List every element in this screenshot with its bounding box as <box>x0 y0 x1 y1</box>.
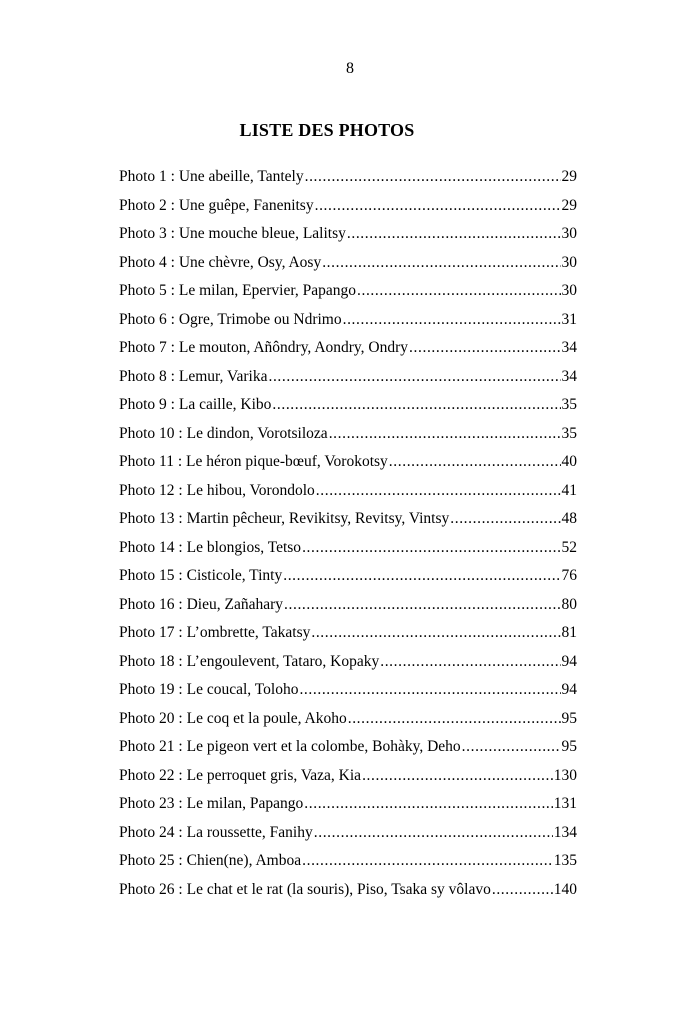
toc-entry-page: 34 <box>561 367 577 385</box>
toc-entry-label: Photo 6 : Ogre, Trimobe ou Ndrimo <box>119 310 342 328</box>
toc-entry-label: Photo 25 : Chien(ne), Amboa <box>119 852 302 869</box>
toc-entry[interactable] <box>119 420 577 449</box>
toc-entry-label: Photo 14 : Le blongios, Tetso <box>119 538 302 556</box>
leader-dots <box>299 676 560 705</box>
leader-dots <box>272 391 560 420</box>
leader-dots <box>316 477 561 506</box>
toc-entry-page: 95 <box>561 738 577 755</box>
toc-entry[interactable] <box>119 249 577 278</box>
toc-entry[interactable] <box>119 762 577 791</box>
leader-dots <box>268 363 560 392</box>
leader-dots <box>347 220 561 249</box>
toc-entry-page: 30 <box>561 225 577 242</box>
toc-entry-page: 76 <box>561 567 577 584</box>
toc-entry-label: Photo 12 : Le hibou, Vorondolo <box>119 481 315 499</box>
toc-entry-page: 40 <box>561 453 577 470</box>
toc-entry-label: Photo 15 : Cisticole, Tinty <box>119 567 283 584</box>
leader-dots <box>380 648 560 677</box>
leader-dots <box>362 762 553 791</box>
toc-entry[interactable] <box>119 562 577 591</box>
toc-entry[interactable] <box>119 334 577 363</box>
toc-entry-label: Photo 21 : Le pigeon vert et la colombe, Bohàky, Deho <box>119 738 461 755</box>
toc-entry[interactable] <box>119 363 577 392</box>
leader-dots <box>348 705 561 734</box>
toc-entry-label: Photo 1 : Une abeille, Tantely <box>119 168 304 185</box>
leader-dots <box>409 334 560 363</box>
toc-entry-label: Photo 24 : La roussette, Fanihy <box>119 823 313 841</box>
toc-entry[interactable] <box>119 163 577 192</box>
toc-entry-label: Photo 2 : Une guêpe, Fanenitsy <box>119 196 314 214</box>
toc-entry[interactable] <box>119 790 577 819</box>
toc-entry[interactable] <box>119 819 577 848</box>
toc-entry[interactable] <box>119 391 577 420</box>
leader-dots <box>462 733 561 762</box>
leader-dots <box>302 534 560 563</box>
toc-entry[interactable] <box>119 733 577 762</box>
toc-entry[interactable] <box>119 619 577 648</box>
toc-entry-page: 41 <box>561 481 577 499</box>
toc-entry-label: Photo 11 : Le héron pique-bœuf, Vorokotsy <box>119 453 388 470</box>
leader-dots <box>284 591 560 620</box>
leader-dots <box>389 448 561 477</box>
toc-entry-label: Photo 10 : Le dindon, Vorotsiloza <box>119 424 328 442</box>
toc-entry-page: 48 <box>561 510 577 527</box>
toc-entry-page: 130 <box>553 766 577 784</box>
toc-entry-label: Photo 13 : Martin pêcheur, Revikitsy, Revitsy, Vintsy <box>119 510 450 527</box>
toc-entry-label: Photo 22 : Le perroquet gris, Vaza, Kia <box>119 766 362 784</box>
toc-entry[interactable] <box>119 534 577 563</box>
toc-entry[interactable] <box>119 591 577 620</box>
toc-entry-label: Photo 26 : Le chat et le rat (la souris), Piso, Tsaka sy vôlavo <box>119 880 491 898</box>
toc-entry-label: Photo 4 : Une chèvre, Osy, Aosy <box>119 253 322 271</box>
toc-entry-page: 94 <box>561 681 577 698</box>
leader-dots <box>304 790 552 819</box>
toc-entry-page: 29 <box>561 168 577 185</box>
toc-entry-page: 80 <box>561 595 577 613</box>
toc-entry-page: 35 <box>561 396 577 413</box>
leader-dots <box>283 562 560 591</box>
toc-entry-label: Photo 5 : Le milan, Epervier, Papango <box>119 282 356 299</box>
leader-dots <box>322 249 560 278</box>
photo-list <box>119 163 577 904</box>
leader-dots <box>492 876 553 905</box>
toc-entry-label: Photo 7 : Le mouton, Añôndry, Aondry, Ondry <box>119 339 409 356</box>
toc-entry[interactable] <box>119 448 577 477</box>
toc-entry[interactable] <box>119 306 577 335</box>
toc-entry-page: 135 <box>553 852 577 869</box>
toc-entry-page: 95 <box>561 709 577 727</box>
toc-entry[interactable] <box>119 648 577 677</box>
leader-dots <box>329 420 561 449</box>
leader-dots <box>450 505 560 534</box>
page-number: 8 <box>346 60 354 77</box>
leader-dots <box>311 619 560 648</box>
toc-entry[interactable] <box>119 676 577 705</box>
toc-entry-page: 29 <box>561 196 577 214</box>
toc-entry-page: 31 <box>561 310 577 328</box>
toc-entry-label: Photo 19 : Le coucal, Toloho <box>119 681 299 698</box>
page-title: LISTE DES PHOTOS <box>239 120 415 140</box>
leader-dots <box>314 819 553 848</box>
toc-entry-label: Photo 3 : Une mouche bleue, Lalitsy <box>119 225 346 242</box>
leader-dots <box>315 192 561 221</box>
toc-entry-page: 81 <box>561 624 577 641</box>
toc-entry-page: 140 <box>553 880 577 898</box>
toc-entry-label: Photo 23 : Le milan, Papango <box>119 795 304 812</box>
toc-entry-label: Photo 17 : L’ombrette, Takatsy <box>119 624 311 641</box>
leader-dots <box>302 847 553 876</box>
toc-entry-page: 134 <box>553 823 577 841</box>
toc-entry[interactable] <box>119 705 577 734</box>
toc-entry-label: Photo 9 : La caille, Kibo <box>119 396 272 413</box>
toc-entry[interactable] <box>119 505 577 534</box>
toc-entry[interactable] <box>119 876 577 905</box>
toc-entry-page: 131 <box>553 795 577 812</box>
toc-entry-label: Photo 16 : Dieu, Zañahary <box>119 595 284 613</box>
toc-entry[interactable] <box>119 192 577 221</box>
toc-entry-page: 30 <box>561 282 577 299</box>
toc-entry-page: 30 <box>561 253 577 271</box>
toc-entry-page: 52 <box>561 538 577 556</box>
toc-entry-page: 35 <box>561 424 577 442</box>
toc-entry-label: Photo 18 : L’engoulevent, Tataro, Kopaky <box>119 652 380 670</box>
leader-dots <box>357 277 561 306</box>
toc-entry[interactable] <box>119 220 577 249</box>
toc-entry-page: 94 <box>561 652 577 670</box>
toc-entry[interactable] <box>119 277 577 306</box>
leader-dots <box>305 163 561 192</box>
toc-entry[interactable] <box>119 847 577 876</box>
leader-dots <box>343 306 561 335</box>
toc-entry[interactable] <box>119 477 577 506</box>
toc-entry-label: Photo 20 : Le coq et la poule, Akoho <box>119 709 347 727</box>
toc-entry-label: Photo 8 : Lemur, Varika <box>119 367 268 385</box>
toc-entry-page: 34 <box>561 339 577 356</box>
